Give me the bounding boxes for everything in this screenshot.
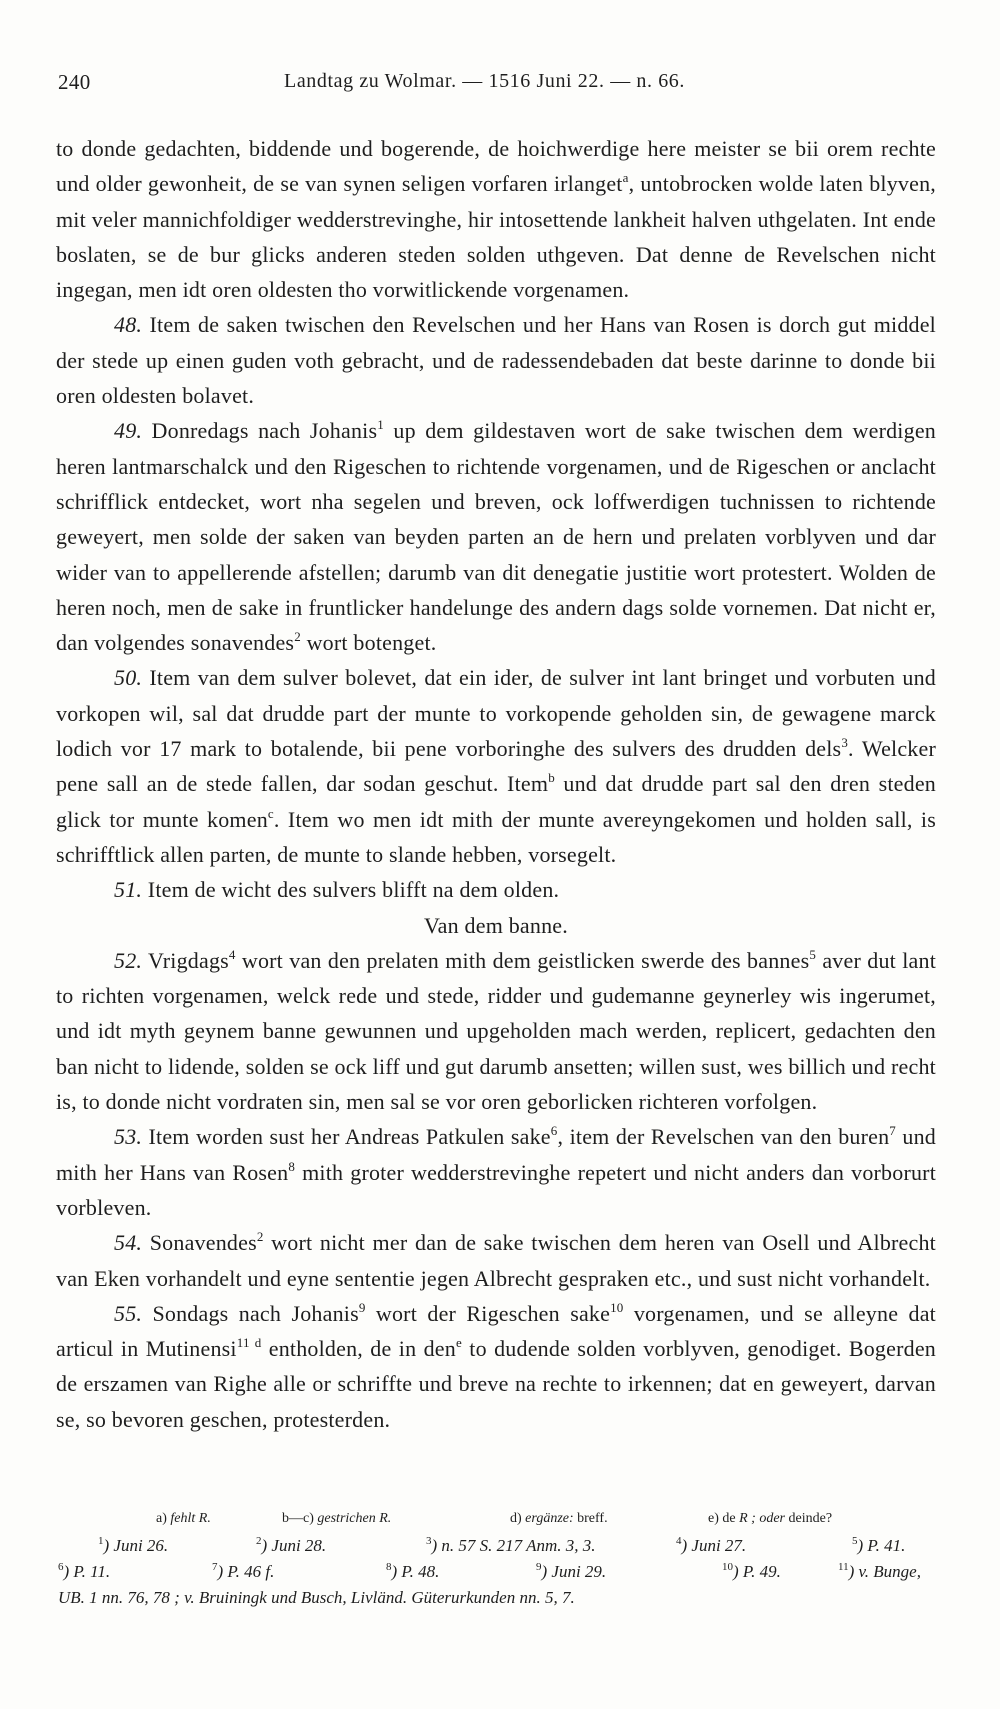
text: Item worden sust her Andreas Patkulen sake: [142, 1124, 551, 1150]
footnote-number: 1: [98, 1535, 104, 1547]
footnote-ref: 4: [228, 946, 236, 962]
footnote-text: ) P. 48.: [391, 1562, 440, 1581]
text: entholden, de in den: [261, 1336, 456, 1362]
footnote-text: ) P. 49.: [733, 1562, 781, 1581]
footnote-line: [56, 1585, 936, 1611]
paragraph-51: [56, 872, 936, 907]
section-heading: Van dem banne.: [424, 912, 568, 938]
footnote-number: 9: [536, 1561, 542, 1573]
footnote-11: [838, 1559, 921, 1585]
body-text: [56, 131, 936, 1437]
paragraph-number: 48.: [114, 312, 143, 338]
footnote-ref: 2: [256, 1229, 264, 1245]
paragraph-54: [56, 1225, 936, 1296]
text: wort van den prelaten mith dem geistlicken swerde des bannes: [235, 947, 810, 973]
footnote-number: 2: [256, 1535, 262, 1547]
footnote-text: ) n. 57 S. 217 Anm. 3, 3.: [431, 1536, 596, 1555]
paragraph-number: 54.: [114, 1230, 143, 1256]
footnote-text: ) Juni 28.: [261, 1536, 327, 1555]
text: und dat drudde part sal den dren steden glick tor munte komen: [56, 771, 936, 832]
note-text: breff.: [577, 1511, 608, 1526]
text: , untobrocken wolde laten blyven, mit veler mannichfoldiger wedderstrevinghe, hir intosettende lankheit halven uthgelaten. Int ende boslaten, se de bur glicks anderen steden solden uthgeven. Dat denne de Revelschen nicht ingegan, men idt oren oldesten tho vorwitlickende vorgenamen.: [56, 171, 936, 303]
text: Vrigdags: [142, 947, 229, 973]
footnote-mark: b: [548, 770, 555, 786]
text: Item van dem sulver bolevet, dat ein ider, de sulver int lant bringet und vorbuten und vorkopen wil, sal dat drudde part der munte to vorkopende geholden sin, de gewagene marck lodich vor 17 mark to botalende, bii pene vorboringhe des sulvers des drudden dels: [56, 665, 936, 762]
note-text: R ; oder: [739, 1511, 785, 1526]
footnote-ref: 8: [288, 1158, 296, 1174]
footnote-1: [98, 1533, 168, 1559]
text: Item de wicht des sulvers blifft na dem olden.: [142, 877, 560, 903]
text: up dem gildestaven wort de sake twischen dem werdigen heren lantmarschalck und den Rigeschen to richtende vorgenamen, und de Rigeschen or anclacht schrifflick entdecket, wort nha segelen und breven, ock loffwerdigen tuchnissen to richtende geweyert, men solde der saken van beyden parten an de hern und prelaten vorblyven und dar wider van to appellerende afstellen; darumb van dit denegatie justitie wort protestert. Wolden de heren noch, men de sake in fruntlicker handelunge des andern dags solde vornemen. Dat nicht er, dan volgendes sonavendes: [56, 418, 936, 656]
paragraph-number: 51.: [114, 877, 143, 903]
apparatus-note-a: [156, 1509, 211, 1529]
text: Sonavendes: [142, 1230, 257, 1256]
paragraph-50: [56, 660, 936, 872]
page-number: 240: [58, 70, 91, 94]
footnote-mark: a: [622, 170, 629, 186]
footnote-ref: 2: [294, 629, 301, 645]
apparatus-note-bc: [282, 1509, 391, 1529]
note-text: fehlt R.: [170, 1511, 211, 1526]
footnote-3: [426, 1533, 596, 1559]
paragraph-intro: [56, 131, 936, 307]
note-text: gestrichen R.: [317, 1511, 392, 1526]
text: wort nicht mer dan de sake twischen dem heren van Osell und Albrecht van Eken vorhandelt und eyne sententie jegen Albrecht gespraken etc., und sust nicht vorhandelt.: [56, 1230, 936, 1291]
footnote-7: [212, 1559, 274, 1585]
footnote-line: [56, 1533, 936, 1559]
note-text: ergänze:: [525, 1511, 574, 1526]
paragraph-53: [56, 1119, 936, 1225]
note-label: e): [708, 1511, 719, 1526]
note-label: d): [510, 1511, 522, 1526]
footnote-ref: 6: [550, 1123, 558, 1139]
note-label: a): [156, 1511, 167, 1526]
note-label: b—c): [282, 1511, 314, 1526]
footnote-ref: 7: [889, 1123, 896, 1139]
footnote-text: ) Juni 27.: [681, 1536, 747, 1555]
paragraph-number: 55.: [114, 1300, 143, 1326]
text: und mith her Hans van Rosen: [56, 1124, 936, 1185]
text: . Welcker pene sall an de stede fallen, dar sodan geschut. Item: [56, 736, 936, 797]
footnote-number: 4: [676, 1535, 682, 1547]
text: to donde gedachten, biddende und bogerende, de hoichwerdige here meister se bii orem rechte und older gewonheit, de se van synen seligen vorfaren irlanget: [56, 136, 936, 197]
footnote-10: [722, 1559, 781, 1585]
footnote-8: [386, 1559, 439, 1585]
footnote-ref: 3: [841, 735, 849, 751]
text: to dudende solden vorblyven, genodiget. Bogerden de erszamen van Righe alle or schriffte und breve na rechte to irkennen; dat en geweyert, darvan se, so bevoren geschen, protesterden.: [56, 1336, 936, 1432]
text: vorgenamen, und se alleyne dat articul in Mutinensi: [56, 1300, 936, 1362]
paragraph-number: 52.: [114, 947, 143, 973]
footnote-ref: 1: [377, 417, 384, 433]
footnote-9: [536, 1559, 606, 1585]
text: wort botenget.: [300, 630, 437, 656]
footnote-ref: 10: [610, 1299, 624, 1315]
footnote-5: [852, 1533, 905, 1559]
note-text: de: [722, 1511, 736, 1526]
footnote-6: [58, 1559, 110, 1585]
footnote-4: [676, 1533, 746, 1559]
paragraph-number: 50.: [114, 665, 143, 691]
text: wort der Rigeschen sake: [365, 1300, 611, 1326]
footnote-number: 5: [852, 1535, 858, 1547]
footnote-number: 3: [426, 1535, 432, 1547]
paragraph-48: [56, 307, 936, 413]
text: , item der Revelschen van den buren: [557, 1124, 890, 1150]
text: aver dut lant to richten vorgenamen, welck rede und stede, ridder und gudemanne geynerley wis ingerumet, und idt myth geynem banne gewunnen und upgeholden mach werden, replicert, gedachten den ban nicht to lidende, solden se ock liff und gut darumb ansetten; willen sust, wes billich und recht is, to donde nicht vordraten sin, men sal se vor oren geborlicken richteren vorfolgen.: [56, 947, 937, 1115]
text: . Item wo men idt mith der munte avereyngekomen und holden sall, is schrifftlick allen parten, de munte to slande hebben, vorsegelt.: [56, 806, 936, 867]
paragraph-number: 49.: [114, 418, 143, 444]
footnote-line: [56, 1559, 936, 1585]
footnotes: [56, 1533, 936, 1611]
page-header: [58, 70, 928, 102]
apparatus-note-d: [510, 1509, 608, 1529]
footnote-text: ) v. Bunge,: [848, 1562, 921, 1581]
text: mith groter wedderstrevinghe repetert und nicht anders dan vorborurt vorbleven.: [56, 1159, 937, 1220]
footnote-ref: 9: [358, 1299, 366, 1315]
paragraph-55: [56, 1296, 936, 1437]
apparatus-note-e: [708, 1509, 832, 1529]
text: Sondags nach Johanis: [142, 1300, 359, 1326]
footnote-mark: c: [267, 805, 274, 821]
footnote-text: ) Juni 29.: [541, 1562, 607, 1581]
footnote-text: ) P. 11.: [63, 1562, 111, 1581]
paragraph-52: [56, 943, 936, 1119]
footnote-number: 7: [212, 1561, 218, 1573]
note-text: deinde?: [788, 1511, 833, 1526]
footnote-mark: e: [455, 1335, 462, 1351]
footnote-11-continued: UB. 1 nn. 76, 78 ; v. Bruiningk und Busch, Livländ. Güterurkunden nn. 5, 7.: [58, 1588, 575, 1607]
footnote-number: 11: [838, 1561, 849, 1573]
footnote-ref: 5: [809, 946, 817, 962]
footnote-number: 6: [58, 1561, 64, 1573]
text: Donredags nach Johanis: [142, 418, 378, 444]
footnote-number: 8: [386, 1561, 392, 1573]
footnote-text: ) P. 46 f.: [217, 1562, 275, 1581]
paragraph-49: [56, 413, 936, 660]
footnote-text: ) P. 41.: [857, 1536, 906, 1555]
paragraph-number: 53.: [114, 1124, 143, 1150]
text: Item de saken twischen den Revelschen und her Hans van Rosen is dorch gut middel der stede up einen guden voth gebracht, und de radessendebaden dat beste darinne to donde bii oren oldesten bolavet.: [56, 312, 936, 409]
running-title: Landtag zu Wolmar. — 1516 Juni 22. — n. 66.: [284, 70, 686, 92]
footnote-number: 10: [722, 1561, 733, 1573]
footnote-2: [256, 1533, 326, 1559]
footnote-text: ) Juni 26.: [103, 1536, 169, 1555]
footnote-ref: 11 d: [236, 1335, 262, 1351]
